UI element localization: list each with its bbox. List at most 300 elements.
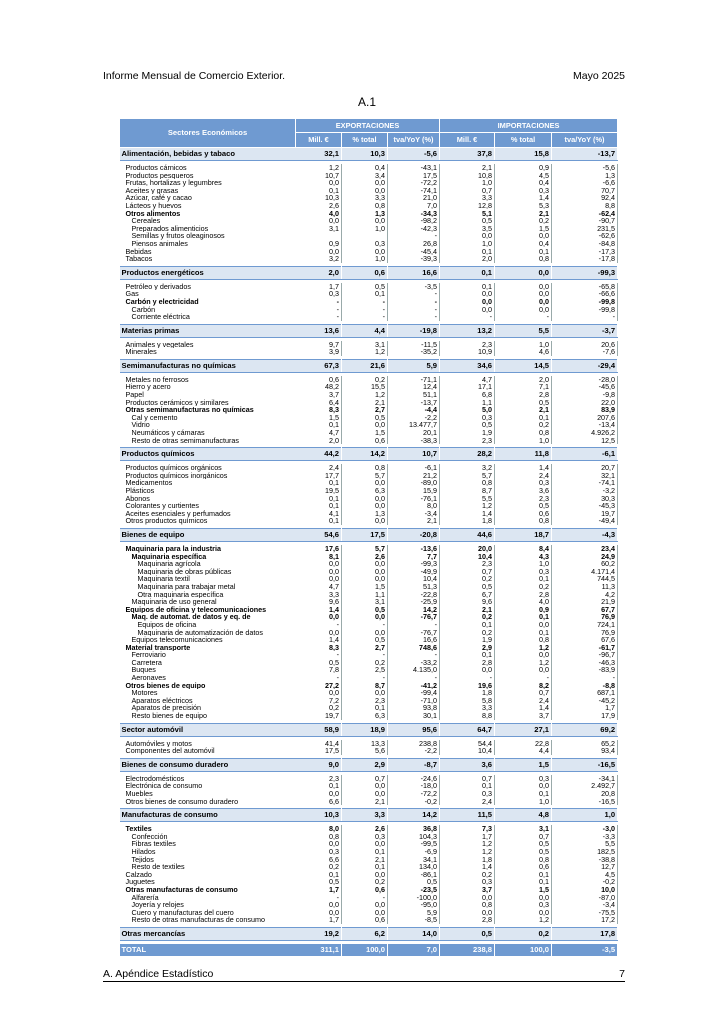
row-value: 20,6 [552, 341, 618, 349]
section-value: 10,3 [296, 809, 342, 822]
row-label: Carretera [131, 658, 162, 667]
row-label: Plásticos [125, 487, 155, 495]
row-value: 0,0 [495, 298, 552, 306]
row-value: 30,3 [552, 495, 618, 503]
row-value: -90,7 [552, 217, 618, 225]
row-value: 0,3 [495, 187, 552, 195]
row-value: 2,5 [342, 666, 388, 674]
row-value: 0,0 [495, 290, 552, 298]
row-value: 0,3 [495, 775, 552, 783]
section-value: 11,5 [440, 809, 495, 822]
row-value: 0,0 [440, 290, 495, 298]
row-value: -7,6 [552, 348, 618, 356]
section-value: 0,0 [495, 266, 552, 279]
section-value: 6,2 [342, 927, 388, 940]
row-value: 10,9 [440, 348, 495, 356]
section-value: 67,3 [296, 359, 342, 372]
section-value: -6,1 [552, 448, 618, 461]
row-value: 6,4 [296, 399, 342, 407]
row-value: 0,0 [495, 306, 552, 314]
section-value: 2,9 [342, 758, 388, 771]
section-row [120, 324, 618, 337]
table-row [120, 164, 618, 172]
row-value: -17,3 [552, 248, 618, 256]
section-row [120, 359, 618, 372]
row-value: - [342, 298, 388, 306]
row-value: 1,0 [495, 560, 552, 568]
row-value: 1,3 [342, 210, 388, 218]
section-row [120, 266, 618, 279]
row-label: Metales no ferrosos [125, 375, 189, 384]
row-value: -76,7 [388, 613, 440, 621]
total-value: 100,0 [495, 944, 552, 956]
row-value: 0,0 [440, 666, 495, 674]
row-value: 2,1 [440, 164, 495, 172]
table-row [120, 298, 618, 306]
section-value: 4,4 [342, 324, 388, 337]
row-value: 8,4 [495, 545, 552, 553]
row-label: Calzado [125, 870, 152, 879]
row-value: -45,2 [552, 697, 618, 705]
section-value: 13,2 [440, 324, 495, 337]
row-value: - [440, 313, 495, 321]
section-value: 95,6 [388, 723, 440, 736]
row-value: 0,0 [342, 840, 388, 848]
row-value: 1,7 [440, 833, 495, 841]
row-value: - [342, 313, 388, 321]
row-label: Corriente eléctrica [131, 313, 190, 321]
row-value: 0,5 [440, 421, 495, 429]
row-value: -39,3 [388, 255, 440, 263]
row-value: 0,0 [342, 629, 388, 637]
row-value: 4,3 [495, 553, 552, 561]
row-value: -9,8 [552, 391, 618, 399]
row-value: 0,0 [342, 575, 388, 583]
table-row [120, 644, 618, 652]
row-value: 11,3 [552, 583, 618, 591]
row-value: - [388, 232, 440, 240]
row-value: 0,8 [495, 517, 552, 525]
row-label: Otros bienes de equipo [125, 681, 206, 690]
row-value: -72,2 [388, 179, 440, 187]
table-row [120, 194, 618, 202]
row-value: 10,4 [388, 575, 440, 583]
row-value: -99,8 [552, 306, 618, 314]
row-value: 0,1 [296, 479, 342, 487]
row-value: -62,6 [552, 232, 618, 240]
row-value: 231,5 [552, 225, 618, 233]
table-row [120, 613, 618, 621]
row-label: Animales y vegetales [125, 340, 194, 349]
table-row [120, 202, 618, 210]
row-value: 0,2 [440, 629, 495, 637]
table-row [120, 290, 618, 298]
row-value: 0,6 [495, 863, 552, 871]
section-value: 37,8 [440, 148, 495, 161]
row-value: 16,6 [388, 636, 440, 644]
section-value: 11,8 [495, 448, 552, 461]
row-value [342, 232, 388, 240]
row-value: 13,3 [342, 740, 388, 748]
row-value: 724,1 [552, 621, 618, 629]
row-label: Neumáticos y cámaras [131, 429, 205, 437]
row-value: - [296, 306, 342, 314]
row-value: -45,6 [552, 383, 618, 391]
row-value: 0,3 [440, 414, 495, 422]
section-value: -3,7 [552, 324, 618, 337]
row-value: 0,2 [440, 871, 495, 879]
row-value: 10,3 [296, 194, 342, 202]
row-value: 2,4 [495, 472, 552, 480]
row-value: 4,1 [296, 510, 342, 518]
row-value: 22,8 [495, 740, 552, 748]
row-value: 0,0 [342, 495, 388, 503]
row-value: -38,3 [388, 437, 440, 445]
page-number: 7 [619, 968, 625, 980]
row-value: 70,7 [552, 187, 618, 195]
row-value: -3,4 [552, 901, 618, 909]
table-row [120, 798, 618, 806]
row-value: 0,2 [296, 863, 342, 871]
row-label: Electrónica de consumo [125, 782, 203, 790]
row-label: Tejidos [131, 855, 154, 864]
row-value: 2,4 [440, 798, 495, 806]
row-value: 0,0 [342, 517, 388, 525]
row-value: 1,7 [296, 283, 342, 291]
row-value: 0,0 [440, 894, 495, 902]
row-label: Bebidas [125, 247, 152, 256]
section-value: 34,6 [440, 359, 495, 372]
row-value: 1,5 [495, 886, 552, 894]
row-value: 2,7 [342, 644, 388, 652]
row-value: 0,0 [342, 790, 388, 798]
table-row [120, 421, 618, 429]
row-value: 1,8 [440, 689, 495, 697]
row-value: 3,7 [296, 391, 342, 399]
row-value: 0,8 [342, 464, 388, 472]
row-label: Maquinaria de obras públicas [137, 567, 232, 576]
row-value: -84,8 [552, 240, 618, 248]
row-label: Otra maquinaria específica [137, 590, 224, 599]
row-value: 32,1 [552, 472, 618, 480]
table-row [120, 495, 618, 503]
row-label: Productos pesqueros [125, 171, 194, 180]
row-value: -11,5 [388, 341, 440, 349]
row-label: Semillas y frutos oleaginosos [131, 232, 225, 240]
row-value: 0,1 [440, 621, 495, 629]
section-value: 19,2 [296, 927, 342, 940]
row-value: 0,2 [495, 583, 552, 591]
row-value: 0,4 [495, 179, 552, 187]
row-label: Productos cerámicos y similares [125, 398, 229, 407]
row-value: 0,1 [495, 575, 552, 583]
table-row [120, 187, 618, 195]
row-value: 9,7 [296, 341, 342, 349]
row-value: 1,7 [552, 704, 618, 712]
row-value: 0,0 [296, 790, 342, 798]
row-label: Resto de otras manufacturas de consumo [131, 916, 265, 924]
row-value: 8,8 [440, 712, 495, 720]
row-value: 12,5 [552, 437, 618, 445]
section-value: 0,1 [440, 266, 495, 279]
row-value: 93,4 [552, 747, 618, 755]
row-value: -83,9 [552, 666, 618, 674]
table-row [120, 916, 618, 924]
row-label: Maquinaria de automatización de datos [137, 628, 263, 637]
section-value: 32,1 [296, 148, 342, 161]
section-value: 27,1 [495, 723, 552, 736]
row-value: 5,9 [388, 909, 440, 917]
row-value: 17,7 [296, 472, 342, 480]
row-value: 1,0 [342, 255, 388, 263]
row-value: 17,5 [296, 747, 342, 755]
row-value: 20,1 [388, 429, 440, 437]
row-label: Piensos animales [131, 239, 188, 248]
row-value: -87,0 [552, 894, 618, 902]
row-value: 2,6 [342, 825, 388, 833]
row-value: -99,8 [552, 298, 618, 306]
row-value: - [342, 621, 388, 629]
row-label: Confección [131, 832, 168, 841]
row-value: 8,7 [440, 487, 495, 495]
section-label: Otras mercancías [120, 927, 296, 940]
row-value: 6,8 [440, 391, 495, 399]
row-value: 65,2 [552, 740, 618, 748]
row-value: -45,3 [552, 502, 618, 510]
row-value: 0,3 [440, 790, 495, 798]
row-value: 0,3 [495, 568, 552, 576]
row-value: 9,6 [296, 598, 342, 606]
row-value: -3,0 [552, 825, 618, 833]
row-label: Componentes del automóvil [125, 747, 215, 755]
row-value: 0,7 [495, 833, 552, 841]
section-value: 14,2 [342, 448, 388, 461]
row-value: 13.477,7 [388, 421, 440, 429]
section-row [120, 448, 618, 461]
row-value: 2,6 [296, 202, 342, 210]
row-label: Otros bienes de consumo duradero [125, 797, 239, 806]
row-value: 4.926,2 [552, 429, 618, 437]
row-value: 1,4 [495, 194, 552, 202]
row-value: 0,0 [440, 306, 495, 314]
row-value: 8,1 [296, 553, 342, 561]
row-value: 2,7 [342, 406, 388, 414]
row-value: 0,1 [440, 782, 495, 790]
row-value: 2,4 [495, 697, 552, 705]
row-value: 6,7 [440, 591, 495, 599]
row-value: 3,1 [296, 225, 342, 233]
row-value: 1,2 [440, 848, 495, 856]
row-label: Maquinaria para trabajar metal [137, 582, 236, 591]
row-value: 0,0 [342, 568, 388, 576]
header-exp-mill: Mill. € [296, 133, 342, 148]
row-value: 1,4 [495, 704, 552, 712]
table-row [120, 553, 618, 561]
row-value: 687,1 [552, 689, 618, 697]
row-label: Aceites y grasas [125, 186, 179, 195]
section-value: 0,5 [440, 927, 495, 940]
row-value: -4,4 [388, 406, 440, 414]
row-value: 20,7 [552, 464, 618, 472]
row-value: 0,7 [342, 775, 388, 783]
row-label: Petróleo y derivados [125, 282, 192, 291]
row-value: 5,7 [440, 472, 495, 480]
row-value: 12,8 [440, 202, 495, 210]
row-value: 0,7 [440, 775, 495, 783]
table-row [120, 560, 618, 568]
section-value: 1,0 [552, 809, 618, 822]
section-row [120, 809, 618, 822]
total-value: -3,5 [552, 944, 618, 956]
row-value: 93,8 [388, 704, 440, 712]
table-row [120, 510, 618, 518]
row-value: -23,5 [388, 886, 440, 894]
row-value: 0,0 [342, 901, 388, 909]
row-value: - [388, 290, 440, 298]
total-value: 7,0 [388, 944, 440, 956]
row-value: - [388, 651, 440, 659]
row-value: 0,4 [342, 164, 388, 172]
section-value: 14,5 [495, 359, 552, 372]
row-label: Resto bienes de equipo [131, 712, 208, 720]
row-value: 2,8 [440, 916, 495, 924]
row-value: 0,1 [495, 414, 552, 422]
row-value: -45,4 [388, 248, 440, 256]
row-value: 2,6 [342, 553, 388, 561]
row-value: 1,4 [495, 464, 552, 472]
row-value: - [495, 313, 552, 321]
section-label: Productos energéticos [120, 266, 296, 279]
table-row [120, 863, 618, 871]
table-row [120, 306, 618, 314]
row-value: 8,3 [296, 644, 342, 652]
row-value: 1,8 [440, 856, 495, 864]
section-row [120, 723, 618, 736]
row-value: 0,2 [342, 376, 388, 384]
row-value: 1,4 [440, 510, 495, 518]
table-row [120, 704, 618, 712]
row-value: 0,2 [342, 659, 388, 667]
row-value: 0,1 [342, 290, 388, 298]
row-value: 6,6 [296, 856, 342, 864]
row-value: - [296, 621, 342, 629]
row-value: 5,8 [440, 697, 495, 705]
header-exp-total: % total [342, 133, 388, 148]
row-value: 76,9 [552, 629, 618, 637]
row-value: 3,7 [495, 712, 552, 720]
row-value: 5,5 [440, 495, 495, 503]
table-row [120, 568, 618, 576]
row-value: 0,5 [342, 636, 388, 644]
row-value: 1,8 [440, 517, 495, 525]
row-value: 0,9 [296, 240, 342, 248]
row-value: 6,3 [342, 487, 388, 495]
row-value: 0,0 [440, 909, 495, 917]
row-value: 0,6 [296, 376, 342, 384]
row-label: Equipos de oficina [137, 620, 197, 629]
row-value: 22,0 [552, 399, 618, 407]
row-value: 7,7 [388, 553, 440, 561]
row-value: 5,7 [342, 545, 388, 553]
row-value: 2,1 [342, 399, 388, 407]
row-value: 2,0 [495, 376, 552, 384]
row-value: -41,2 [388, 682, 440, 690]
row-value: -74,1 [388, 187, 440, 195]
row-value: 0,3 [495, 901, 552, 909]
section-value: 10,3 [342, 148, 388, 161]
row-value: 0,9 [495, 606, 552, 614]
row-value: 60,2 [552, 560, 618, 568]
row-value: 19,7 [296, 712, 342, 720]
row-value: 0,0 [495, 651, 552, 659]
row-value: 8,7 [342, 682, 388, 690]
row-value: 0,7 [440, 568, 495, 576]
table-row [120, 217, 618, 225]
table-row [120, 666, 618, 674]
row-value: -33,2 [388, 659, 440, 667]
row-value: 1,3 [552, 172, 618, 180]
row-value: 0,0 [296, 568, 342, 576]
row-value: 1,5 [342, 429, 388, 437]
total-value: 311,1 [296, 944, 342, 956]
row-value: -100,0 [388, 894, 440, 902]
row-value: 0,5 [495, 502, 552, 510]
row-value: 1,5 [495, 225, 552, 233]
row-value: 2.492,7 [552, 782, 618, 790]
row-value: - [342, 306, 388, 314]
row-value: -74,1 [552, 479, 618, 487]
row-value: 36,8 [388, 825, 440, 833]
row-value: 0,1 [296, 502, 342, 510]
row-value: 17,9 [552, 712, 618, 720]
row-value: 0,5 [495, 399, 552, 407]
row-value: 10,7 [296, 172, 342, 180]
row-value: 2,3 [342, 697, 388, 705]
row-value: 2,0 [440, 255, 495, 263]
row-value: - [388, 298, 440, 306]
row-label: Maquinaria agrícola [137, 560, 201, 568]
row-value: 4.171,4 [552, 568, 618, 576]
row-value: -89,0 [388, 479, 440, 487]
section-value: -99,3 [552, 266, 618, 279]
row-value [296, 232, 342, 240]
row-value: 2,1 [440, 606, 495, 614]
row-value: 0,1 [495, 613, 552, 621]
table-row [120, 825, 618, 833]
section-label: Bienes de consumo duradero [120, 758, 296, 771]
row-label: Tabacos [125, 255, 153, 263]
section-row [120, 528, 618, 541]
row-value: 0,1 [296, 421, 342, 429]
row-value: 1,7 [296, 886, 342, 894]
table-body [120, 148, 618, 956]
row-value: - [296, 674, 342, 682]
row-value: 7,0 [388, 202, 440, 210]
row-value: 2,3 [296, 775, 342, 783]
row-value: 0,8 [440, 901, 495, 909]
row-label: Textiles [125, 825, 152, 833]
section-value: 21,6 [342, 359, 388, 372]
section-value: 0,6 [342, 266, 388, 279]
row-value: 0,2 [440, 575, 495, 583]
row-value: 0,0 [342, 502, 388, 510]
row-label: Resto de textiles [131, 863, 185, 871]
row-value: - [342, 651, 388, 659]
row-value: 0,0 [296, 901, 342, 909]
row-value: 4,5 [495, 172, 552, 180]
table-row [120, 598, 618, 606]
table-row [120, 682, 618, 690]
